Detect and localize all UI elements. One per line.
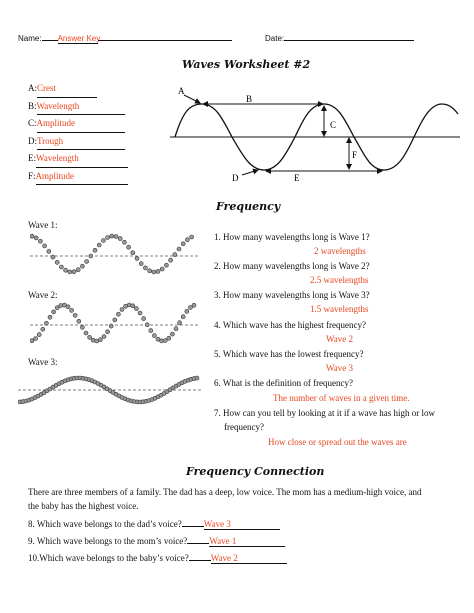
bead bbox=[89, 254, 93, 258]
answer-6: The number of waves in a given time. bbox=[273, 393, 410, 403]
label-list bbox=[28, 80, 128, 185]
question-9: 9. Which wave belongs to the mom’s voice? Wave 1 bbox=[28, 536, 285, 547]
bead bbox=[152, 270, 156, 274]
bead bbox=[66, 305, 70, 309]
bead bbox=[38, 239, 42, 243]
diagram-letter-a: A bbox=[178, 86, 185, 96]
question-3: 3. How many wavelengths long is Wave 3? bbox=[214, 290, 370, 300]
trough-pointer bbox=[242, 170, 258, 175]
diagram-letter-f: F bbox=[352, 150, 358, 160]
answer-3: 1.5 wavelengths bbox=[310, 304, 369, 314]
answer-5: Wave 3 bbox=[326, 363, 354, 373]
bead bbox=[163, 339, 167, 343]
name-label: Name: bbox=[18, 34, 42, 43]
bead bbox=[122, 240, 126, 244]
bead bbox=[142, 317, 146, 321]
bead bbox=[139, 262, 143, 266]
bead bbox=[185, 238, 189, 242]
question-2: 2. How many wavelengths long is Wave 2? bbox=[214, 261, 370, 271]
wave-1-label: Wave 1: bbox=[28, 220, 58, 230]
bead bbox=[181, 315, 185, 319]
bead bbox=[120, 308, 124, 312]
wave-2-beads bbox=[30, 297, 200, 347]
bead bbox=[73, 313, 77, 317]
bead bbox=[113, 318, 117, 322]
question-7-cont: frequency? bbox=[224, 422, 264, 432]
bead bbox=[156, 269, 160, 273]
bead bbox=[48, 315, 52, 319]
label-answer-a: Crest bbox=[37, 80, 97, 98]
bead bbox=[145, 323, 149, 327]
bead bbox=[47, 249, 51, 253]
label-row-a: A:Crest bbox=[28, 80, 128, 98]
name-blank-right bbox=[98, 40, 232, 41]
bead bbox=[149, 329, 153, 333]
label-answer-c: Amplitude bbox=[37, 115, 125, 133]
bead bbox=[116, 312, 120, 316]
bead bbox=[76, 268, 80, 272]
bead bbox=[170, 332, 174, 336]
question-1: 1. How many wavelengths long is Wave 1? bbox=[214, 232, 370, 242]
bead bbox=[44, 321, 48, 325]
name-field bbox=[18, 34, 232, 44]
bead bbox=[84, 331, 88, 335]
bead bbox=[37, 333, 41, 337]
label-row-d: D:Trough bbox=[28, 133, 128, 151]
bead bbox=[55, 306, 59, 310]
label-row-b: B:Wavelength bbox=[28, 98, 128, 116]
wave-1-bead-group bbox=[30, 234, 194, 274]
bead bbox=[195, 376, 199, 380]
wave-3-bead-group bbox=[18, 376, 199, 404]
bead bbox=[185, 309, 189, 313]
bead bbox=[59, 265, 63, 269]
label-answer-b: Wavelength bbox=[37, 98, 125, 116]
wave-2-label: Wave 2: bbox=[28, 290, 58, 300]
bead bbox=[192, 303, 196, 307]
bead bbox=[30, 339, 34, 343]
bead bbox=[174, 327, 178, 331]
diagram-letter-d: D bbox=[232, 173, 239, 183]
label-row-f: F:Amplitude bbox=[28, 168, 128, 186]
bead bbox=[106, 236, 110, 240]
question-8: 8. Which wave belongs to the dad’s voice? Wave 3 bbox=[28, 519, 280, 530]
bead bbox=[52, 310, 56, 314]
question-5: 5. Which wave has the lowest frequency? bbox=[214, 349, 364, 359]
answer-10: Wave 2 bbox=[211, 553, 287, 564]
answer-key-text: Answer Key bbox=[57, 34, 101, 43]
worksheet-title: Waves Worksheet #2 bbox=[182, 58, 311, 71]
bead bbox=[114, 235, 118, 239]
bead bbox=[70, 308, 74, 312]
bead bbox=[97, 243, 101, 247]
bead bbox=[135, 256, 139, 260]
bead bbox=[177, 247, 181, 251]
label-answer-d: Trough bbox=[37, 133, 125, 151]
question-10: 10.Which wave belongs to the baby’s voice? Wave 2 bbox=[28, 553, 287, 564]
bead bbox=[160, 267, 164, 271]
bead bbox=[93, 248, 97, 252]
diagram-letter-e: E bbox=[294, 173, 300, 183]
date-label: Date: bbox=[265, 34, 285, 43]
bead bbox=[190, 235, 194, 239]
wave-3-label: Wave 3: bbox=[28, 357, 58, 367]
bead bbox=[43, 244, 47, 248]
answer-1: 2 wavelengths bbox=[314, 246, 366, 256]
bead bbox=[101, 239, 105, 243]
question-4: 4. Which wave has the highest frequency? bbox=[214, 320, 367, 330]
bead bbox=[64, 268, 68, 272]
question-6: 6. What is the definition of frequency? bbox=[214, 378, 354, 388]
bead bbox=[85, 260, 89, 264]
bead bbox=[169, 258, 173, 262]
wave-2-bead-group bbox=[30, 303, 196, 343]
bead bbox=[34, 337, 38, 341]
bead bbox=[109, 324, 113, 328]
label-row-c: C:Amplitude bbox=[28, 115, 128, 133]
bead bbox=[118, 237, 122, 241]
bead bbox=[77, 319, 81, 323]
crest-pointer bbox=[184, 95, 200, 103]
answer-4: Wave 2 bbox=[326, 334, 354, 344]
wave-1-beads bbox=[30, 228, 200, 278]
bead bbox=[181, 242, 185, 246]
connection-intro-line-2: the baby has the highest voice. bbox=[28, 501, 139, 511]
bead bbox=[152, 334, 156, 338]
bead bbox=[143, 266, 147, 270]
wave-anatomy-diagram bbox=[170, 82, 460, 187]
bead bbox=[164, 263, 168, 267]
answer-8: Wave 3 bbox=[204, 519, 280, 530]
connection-intro-line-1: There are three members of a family. The dad has a deep, low voice. The mom has a medium-high voice, and bbox=[28, 487, 422, 497]
label-row-e: E:Wavelength bbox=[28, 150, 128, 168]
wave-3-beads bbox=[18, 370, 203, 410]
diagram-letter-b: B bbox=[246, 94, 253, 104]
bead bbox=[102, 335, 106, 339]
answer-7: How close or spread out the waves are bbox=[268, 437, 407, 447]
bead bbox=[131, 251, 135, 255]
date-blank bbox=[284, 40, 414, 41]
bead bbox=[51, 255, 55, 259]
bead bbox=[30, 234, 34, 238]
bead bbox=[127, 245, 131, 249]
question-7: 7. How can you tell by looking at it if a wave has high or low bbox=[214, 408, 435, 418]
bead bbox=[188, 306, 192, 310]
connection-title: Frequency Connection bbox=[186, 465, 325, 478]
bead bbox=[34, 236, 38, 240]
bead bbox=[110, 234, 114, 238]
bead bbox=[167, 336, 171, 340]
answer-9: Wave 1 bbox=[209, 536, 285, 547]
frequency-title: Frequency bbox=[216, 200, 281, 213]
bead bbox=[173, 253, 177, 257]
date-field bbox=[265, 34, 414, 43]
bead bbox=[55, 260, 59, 264]
bead bbox=[88, 335, 92, 339]
bead bbox=[148, 269, 152, 273]
bead bbox=[80, 264, 84, 268]
bead bbox=[106, 330, 110, 334]
bead bbox=[72, 270, 76, 274]
bead bbox=[138, 311, 142, 315]
name-blank-left bbox=[42, 40, 58, 41]
answer-2: 2.5 wavelengths bbox=[310, 275, 369, 285]
bead bbox=[98, 338, 102, 342]
label-answer-f: Amplitude bbox=[36, 168, 128, 186]
label-answer-e: Wavelength bbox=[36, 150, 128, 168]
bead bbox=[134, 307, 138, 311]
bead bbox=[80, 325, 84, 329]
bead bbox=[68, 270, 72, 274]
bead bbox=[178, 321, 182, 325]
diagram-letter-c: C bbox=[330, 120, 337, 130]
bead bbox=[41, 327, 45, 331]
bead bbox=[131, 304, 135, 308]
